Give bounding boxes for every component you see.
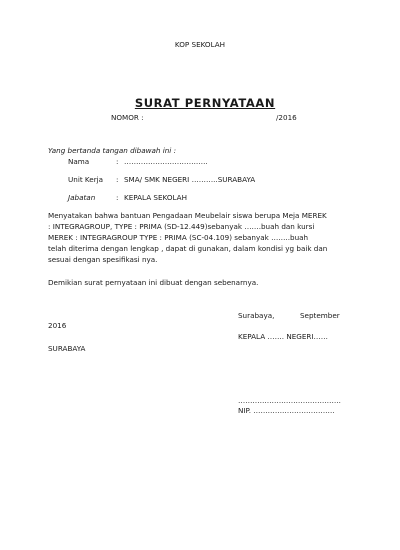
signature-nip: NIP. ……………………………. xyxy=(238,406,335,415)
signature-city: Surabaya, xyxy=(238,311,275,320)
intro-text: Yang bertanda tangan dibawah ini : xyxy=(48,146,176,155)
nomor-year: /2016 xyxy=(276,113,297,122)
nomor-label: NOMOR : xyxy=(111,113,144,122)
body-line-3: MEREK : INTEGRAGROUP TYPE : PRIMA (SC-04.109) sebanyak ……..buah xyxy=(48,233,309,242)
signature-position: KEPALA ……. NEGERI…… xyxy=(238,332,328,341)
field-jabatan-label: Jabatan xyxy=(68,193,96,202)
letterhead: KOP SEKOLAH xyxy=(174,40,226,49)
document-title xyxy=(0,97,400,110)
document-title-text: SURAT PERNYATAAN xyxy=(134,96,276,110)
field-unit-kerja-value: SMA/ SMK NEGERI ………..SURABAYA xyxy=(124,175,256,184)
field-unit-kerja-label: Unit Kerja xyxy=(68,175,104,184)
field-nama-value: …………………………….. xyxy=(124,157,208,166)
field-nama-label: Nama xyxy=(68,157,90,166)
signature-month: September xyxy=(300,311,340,320)
body-line-2: : INTEGRAGROUP, TYPE : PRIMA (SD-12.449)sebanyak …….buah dan kursi xyxy=(48,222,315,231)
body-line-4: telah diterima dengan lengkap , dapat di gunakan, dalam kondisi yg baik dan xyxy=(48,244,328,253)
signature-city-line: SURABAYA xyxy=(48,344,86,353)
field-jabatan-colon: : xyxy=(116,193,119,202)
signature-name-line: ……………………………………. xyxy=(238,396,341,405)
field-unit-kerja-colon: : xyxy=(116,175,119,184)
body-line-5: sesuai dengan spesifikasi nya. xyxy=(48,255,158,264)
signature-year: 2016 xyxy=(48,321,67,330)
field-jabatan-value: KEPALA SEKOLAH xyxy=(124,193,187,202)
body-line-1: Menyatakan bahwa bantuan Pengadaan Meubelair siswa berupa Meja MEREK xyxy=(48,211,327,220)
field-nama-colon: : xyxy=(116,157,119,166)
closing-text: Demikian surat pernyataan ini dibuat dengan sebenarnya. xyxy=(48,278,259,287)
